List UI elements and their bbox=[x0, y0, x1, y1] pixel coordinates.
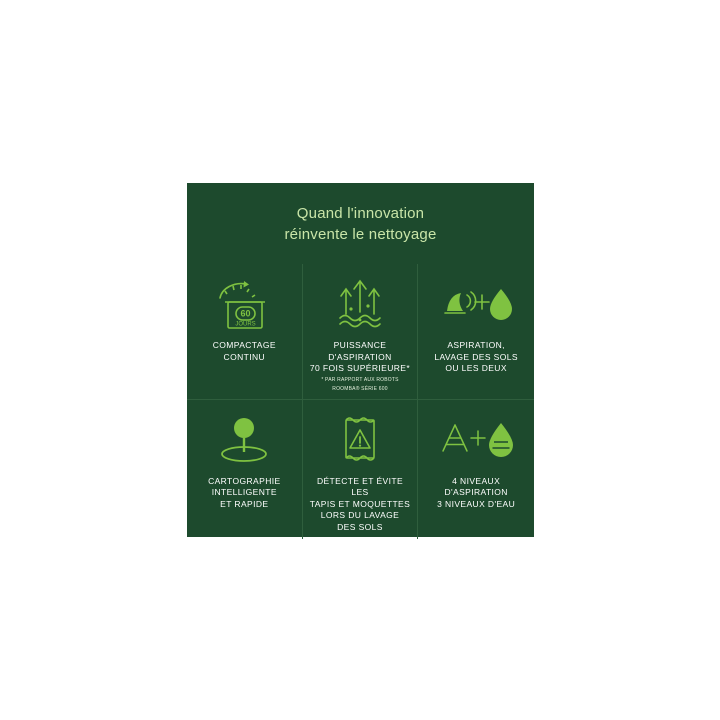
mapping-pin-icon bbox=[208, 410, 280, 472]
carpet-warning-icon bbox=[324, 410, 396, 472]
footnote-line: ROOMBA® SÉRIE 600 bbox=[332, 385, 388, 392]
caption-line: 4 NIVEAUX bbox=[452, 475, 501, 486]
caption-line: OU LES DEUX bbox=[445, 363, 507, 373]
feature-caption bbox=[208, 476, 281, 511]
feature-caption bbox=[309, 476, 412, 534]
feature-cell-detection-tapis bbox=[303, 400, 419, 540]
caption-line: INTELLIGENTE bbox=[211, 487, 277, 497]
caption-line: DES SOLS bbox=[337, 521, 383, 532]
caption-line: D'ASPIRATION bbox=[444, 487, 508, 497]
panel-heading bbox=[187, 183, 534, 245]
caption-line: PUISSANCE bbox=[333, 340, 387, 350]
badge-number-text: 60 bbox=[240, 308, 251, 319]
caption-line: DÉTECTE ET ÉVITE LES bbox=[316, 475, 404, 497]
caption-line: D'ASPIRATION bbox=[328, 351, 392, 362]
caption-line: LORS DU LAVAGE bbox=[320, 510, 400, 520]
caption-line: COMPACTAGE bbox=[212, 340, 276, 350]
heading-line-2: réinvente le nettoyage bbox=[284, 226, 437, 243]
feature-cell-puissance bbox=[303, 264, 419, 400]
feature-caption bbox=[213, 340, 276, 363]
suction-power-arrows-icon bbox=[324, 274, 396, 336]
caption-line: ASPIRATION, bbox=[447, 340, 505, 350]
dustbin-60-days-icon bbox=[208, 274, 280, 336]
badge-unit-text: JOURS bbox=[235, 321, 256, 328]
feature-cell-cartographie bbox=[187, 400, 303, 540]
levels-plus-water-drop-icon bbox=[433, 410, 519, 472]
caption-line: 70 FOIS SUPÉRIEURE* bbox=[309, 363, 411, 373]
feature-grid bbox=[187, 264, 534, 537]
caption-line: TAPIS ET MOQUETTES bbox=[309, 498, 411, 509]
feature-cell-niveaux bbox=[418, 400, 534, 540]
feature-panel bbox=[187, 183, 534, 537]
caption-line: CONTINU bbox=[223, 351, 266, 362]
vacuum-plus-water-drop-icon bbox=[433, 274, 519, 336]
feature-caption bbox=[310, 340, 410, 393]
heading-line-1: Quand l'innovation bbox=[296, 205, 425, 222]
caption-line: LAVAGE DES SOLS bbox=[434, 351, 518, 362]
feature-cell-compactage bbox=[187, 264, 303, 400]
feature-caption bbox=[434, 340, 518, 375]
feature-cell-aspiration-lavage bbox=[418, 264, 534, 400]
footnote-line: * PAR RAPPORT AUX ROBOTS bbox=[321, 376, 399, 383]
feature-caption bbox=[437, 476, 515, 511]
caption-line: 3 NIVEAUX D'EAU bbox=[437, 498, 516, 509]
caption-line: ET RAPIDE bbox=[220, 498, 269, 509]
caption-line: CARTOGRAPHIE bbox=[208, 475, 281, 486]
